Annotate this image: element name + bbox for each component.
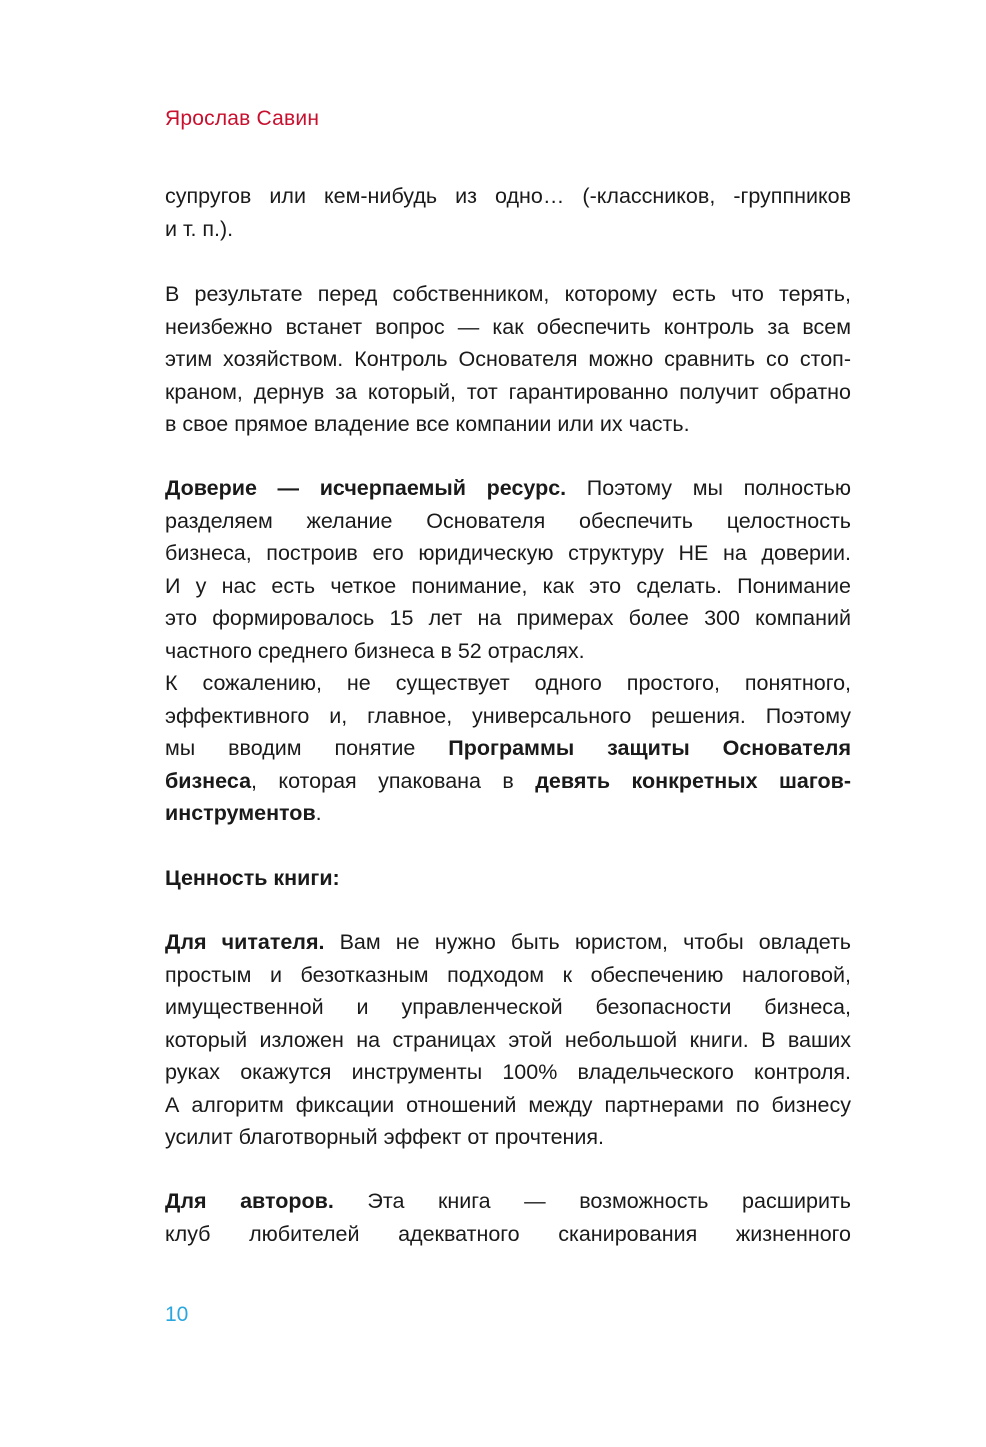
text-line: в свое прямое владение все компании или их часть.: [165, 412, 690, 436]
text-line: И у нас есть четкое понимание, как это сделать. Понимание: [165, 573, 851, 598]
text-line: простым и безотказным подходом к обеспечению налоговой,: [165, 962, 851, 987]
text-line: А алгоритм фиксации отношений между партнерами по бизнесу: [165, 1092, 851, 1117]
text-line: [165, 472, 851, 505]
text-line: эффективного и, главное, универсального решения. Поэтому: [165, 703, 851, 728]
bold-term: инструментов: [165, 801, 316, 825]
text-line: частного среднего бизнеса в 52 отраслях.: [165, 638, 585, 663]
paragraph-trust: [165, 472, 851, 667]
section-heading: Ценность книги:: [165, 866, 340, 890]
text-line: [165, 732, 851, 765]
bold-term: Программы защиты Основателя: [448, 736, 851, 760]
text-line: [165, 926, 851, 959]
running-head-author: Ярослав Савин: [165, 107, 320, 130]
text-line: усилит благотворный эффект от прочтения.: [165, 1125, 605, 1149]
bold-lead: Для читателя.: [165, 930, 325, 954]
text-run: Поэтому мы полностью: [566, 476, 852, 500]
bold-lead: Доверие — исчерпаемый ресурс.: [165, 476, 567, 500]
text-run: , которая упакована в: [251, 768, 536, 793]
paragraph-program: [165, 667, 851, 830]
text-line: К сожалению, не существует одного простого, понятного,: [165, 671, 851, 695]
bold-term: девять конкретных шагов-: [535, 768, 851, 793]
text-line: бизнеса, построив его юридическую структуру НЕ на доверии.: [165, 541, 851, 565]
text-run: мы вводим понятие: [165, 736, 449, 760]
text-line: этим хозяйством. Контроль Основателя можно сравнить со стоп-: [165, 347, 851, 371]
text-line: имущественной и управленческой безопасности бизнеса,: [165, 995, 851, 1019]
text-line: это формировалось 15 лет на примерах более 300 компаний: [165, 606, 851, 630]
paragraph-founder-control: [165, 278, 851, 441]
bold-term: бизнеса: [165, 768, 252, 793]
text-run: .: [315, 801, 322, 825]
text-line: [165, 765, 851, 798]
paragraph-for-reader: [165, 926, 851, 1154]
text-line: который изложен на страницах этой небольшой книги. В ваших: [165, 1027, 851, 1052]
text-line: и т. п.).: [165, 216, 234, 241]
text-line: неизбежно встанет вопрос — как обеспечить контроль за всем: [165, 314, 851, 339]
text-run: Вам не нужно быть юристом, чтобы овладеть: [324, 930, 851, 954]
text-line: клуб любителей адекватного сканирования жизненного: [165, 1221, 851, 1246]
text-line: краном, дернув за который, тот гарантированно получит обратно: [165, 379, 851, 404]
text-line: В результате перед собственником, которому есть что терять,: [165, 282, 851, 306]
text-run: Эта книга — возможность расширить: [333, 1189, 851, 1213]
text-line: супругов или кем-нибудь из одно… (-классников, -группников: [165, 184, 851, 208]
text-line: руках окажутся инструменты 100% владельческого контроля.: [165, 1060, 851, 1084]
bold-lead: Для авторов.: [165, 1189, 334, 1213]
paragraph-continuation: [165, 180, 851, 245]
text-line: [165, 797, 851, 830]
paragraph-for-authors: [165, 1185, 851, 1250]
page-number: 10: [165, 1303, 189, 1326]
text-line: разделяем желание Основателя обеспечить целостность: [165, 508, 851, 533]
text-line: [165, 1185, 851, 1218]
